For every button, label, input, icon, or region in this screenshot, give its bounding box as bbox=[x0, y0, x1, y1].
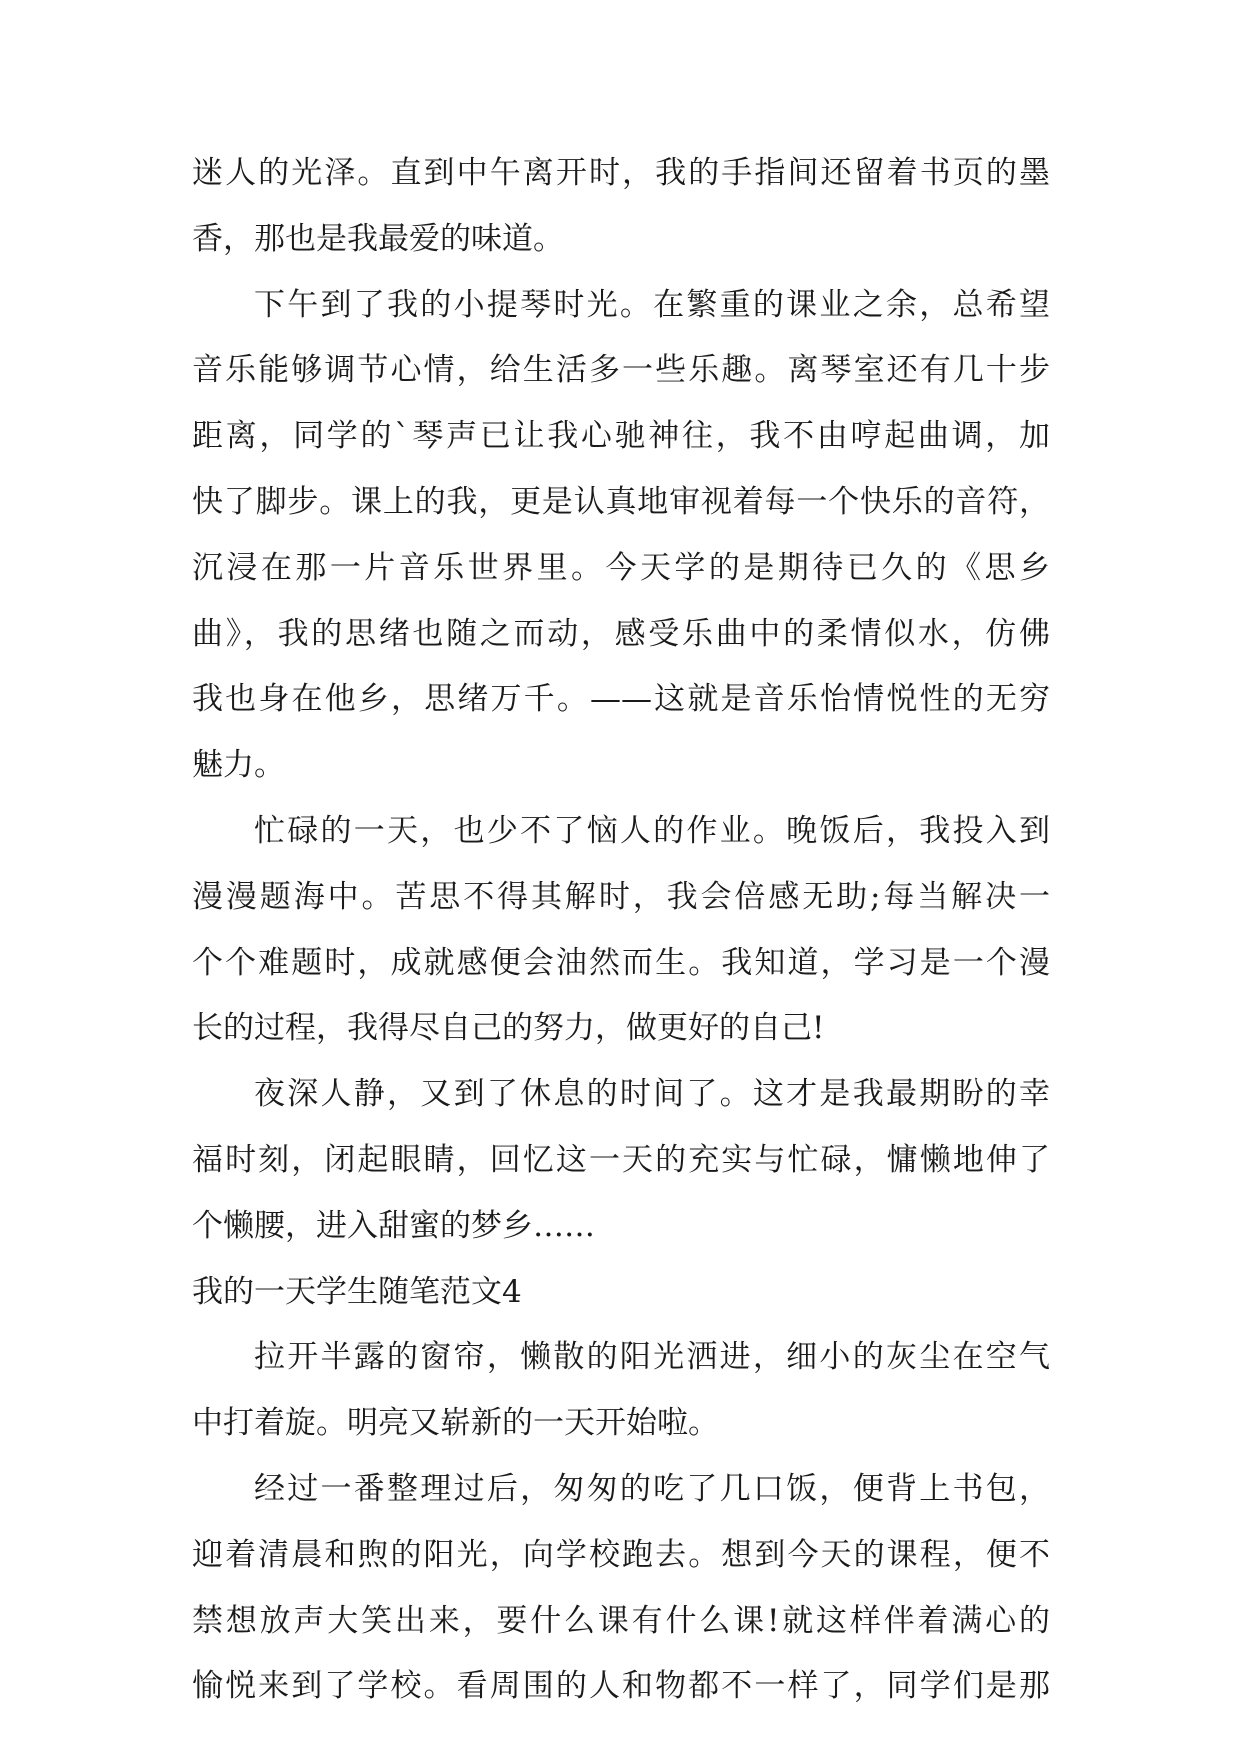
text-line: 迷人的光泽。直到中午离开时，我的手指间还留着书页的墨 bbox=[192, 155, 1050, 191]
paragraph-start-line: 下午到了我的小提琴时光。在繁重的课业之余，总希望 bbox=[254, 286, 1050, 323]
text-line: 福时刻，闭起眼睛，回忆这一天的充实与忙碌，慵懒地伸了 bbox=[192, 1141, 1050, 1178]
text-line: 禁想放声大笑出来，要什么课有什么课!就这样伴着满心的 bbox=[192, 1602, 1050, 1639]
text-line: 快了脚步。课上的我，更是认真地审视着每一个快乐的音符， bbox=[192, 483, 1050, 520]
text-line: 沉浸在那一片音乐世界里。今天学的是期待已久的《思乡 bbox=[192, 549, 1050, 586]
paragraph-start-line: 经过一番整理过后，匆匆的吃了几口饭，便背上书包， bbox=[254, 1470, 1050, 1507]
paragraph-start-line: 夜深人静，又到了休息的时间了。这才是我最期盼的幸 bbox=[254, 1076, 1050, 1113]
document-body bbox=[192, 150, 1050, 1729]
text-line: 我也身在他乡，思绪万千。——这就是音乐怡情悦性的无穷 bbox=[192, 681, 1050, 718]
text-line: 音乐能够调节心情，给生活多一些乐趣。离琴室还有几十步 bbox=[192, 352, 1050, 389]
text-line: 中打着旋。明亮又崭新的一天开始啦。 bbox=[192, 1405, 719, 1442]
text-line: 漫漫题海中。苦思不得其解时，我会倍感无助;每当解决一 bbox=[192, 878, 1050, 915]
text-line: 愉悦来到了学校。看周围的人和物都不一样了，同学们是那 bbox=[192, 1668, 1050, 1705]
text-line: 香，那也是我最爱的味道。 bbox=[192, 220, 564, 257]
text-line: 迎着清晨和煦的阳光，向学校跑去。想到今天的课程，便不 bbox=[192, 1536, 1050, 1573]
paragraph-start-line: 忙碌的一天，也少不了恼人的作业。晚饭后，我投入到 bbox=[254, 812, 1050, 849]
text-line: 个懒腰，进入甜蜜的梦乡…… bbox=[192, 1207, 595, 1244]
text-line: 曲》，我的思绪也随之而动，感受乐曲中的柔情似水，仿佛 bbox=[192, 615, 1050, 652]
text-line: 个个难题时，成就感便会油然而生。我知道，学习是一个漫 bbox=[192, 944, 1050, 981]
section-heading: 我的一天学生随笔范文4 bbox=[192, 1273, 522, 1310]
paragraph-start-line: 拉开半露的窗帘，懒散的阳光洒进，细小的灰尘在空气 bbox=[254, 1339, 1050, 1376]
text-line: 长的过程，我得尽自己的努力，做更好的自己! bbox=[192, 1010, 825, 1047]
text-line: 距离，同学的`琴声已让我心驰神往，我不由哼起曲调，加 bbox=[192, 418, 1050, 455]
text-line: 魅力。 bbox=[192, 747, 285, 784]
